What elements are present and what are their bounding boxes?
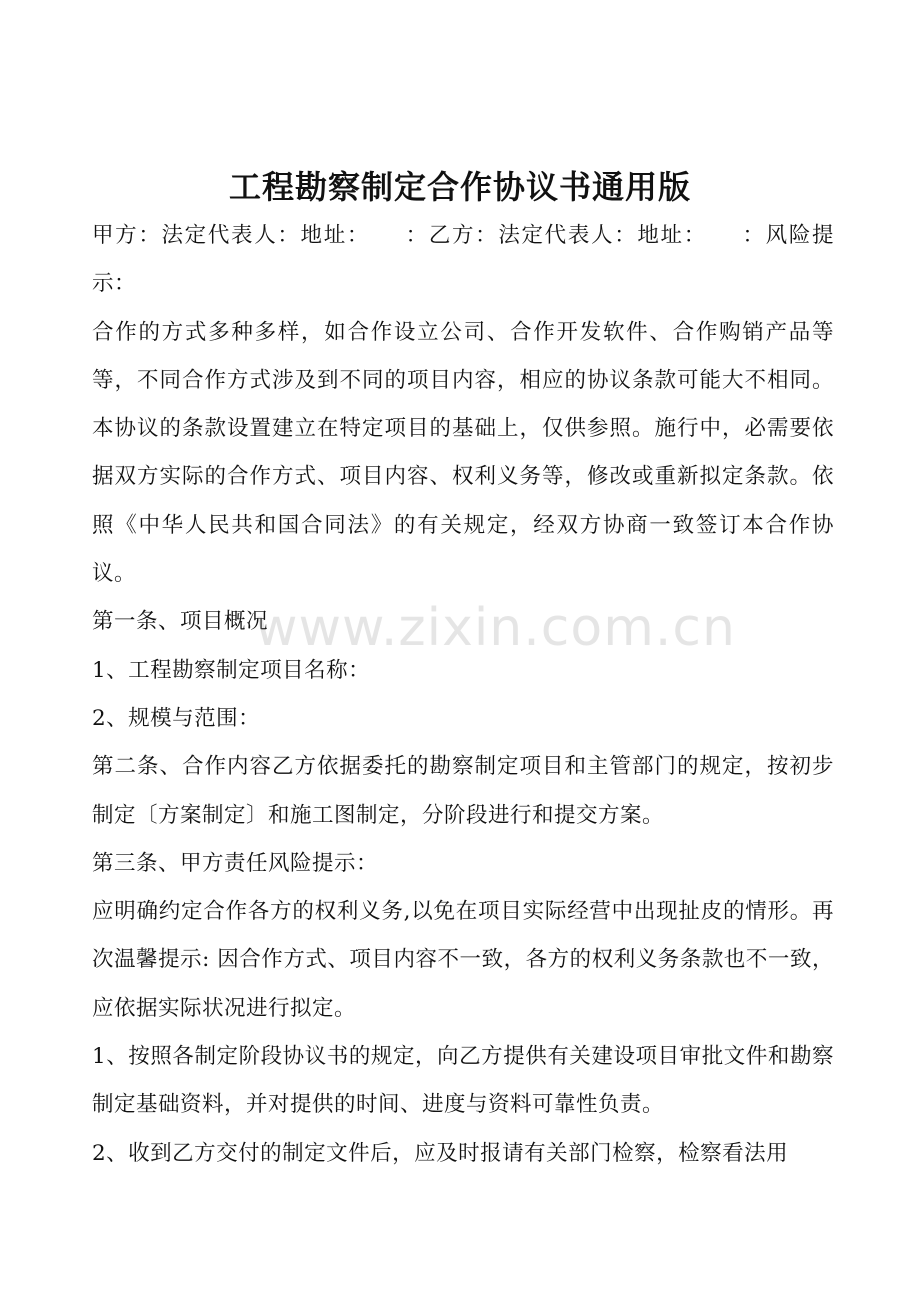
article-3-item-2: 2、收到乙方交付的制定文件后，应及时报请有关部门检察，检察看法用 bbox=[92, 1140, 789, 1166]
article-1-item-1: 1、工程勘察制定项目名称： bbox=[92, 657, 371, 683]
risk-note-paragraph: 应明确约定合作各方的权利义务,以免在项目实际经营中出现扯皮的情形。再次温馨提示: 因合作方式、项目内容不一致，各方的权利义务条款也不一致，应依据实际状况进行拟定。 bbox=[92, 899, 834, 1021]
document-body bbox=[92, 212, 834, 1178]
article-1-heading: 第一条、项目概况 bbox=[92, 609, 269, 635]
article-3-heading: 第三条、甲方责任风险提示： bbox=[92, 850, 379, 876]
watermark: www.zixin.com.cn bbox=[255, 598, 736, 658]
article-3-item-1: 1、按照各制定阶段协议书的规定，向乙方提供有关建设项目审批文件和勘察制定基础资料，并对提供的时间、进度与资料可靠性负责。 bbox=[92, 1044, 834, 1118]
document-title: 工程勘察制定合作协议书通用版 bbox=[228, 168, 691, 206]
article-1-item-2: 2、规模与范围： bbox=[92, 705, 261, 731]
parties-paragraph: 甲方：法定代表人：地址： ：乙方：法定代表人：地址： ：风险提示： bbox=[92, 223, 834, 297]
article-2-paragraph: 第二条、合作内容乙方依据委托的勘察制定项目和主管部门的规定，按初步制定〔方案制定〕和施工图制定，分阶段进行和提交方案。 bbox=[92, 754, 834, 828]
intro-paragraph: 合作的方式多种多样，如合作设立公司、合作开发软件、合作购销产品等等，不同合作方式涉及到不同的项目内容，相应的协议条款可能大不相同。本协议的条款设置建立在特定项目的基础上，仅供参照。施行中，必需要依据双方实际的合作方式、项目内容、权利义务等，修改或重新拟定条款。依照《中华人民共和国合同法》的有关规定，经双方协商一致签订本合作协议。 bbox=[92, 319, 834, 587]
